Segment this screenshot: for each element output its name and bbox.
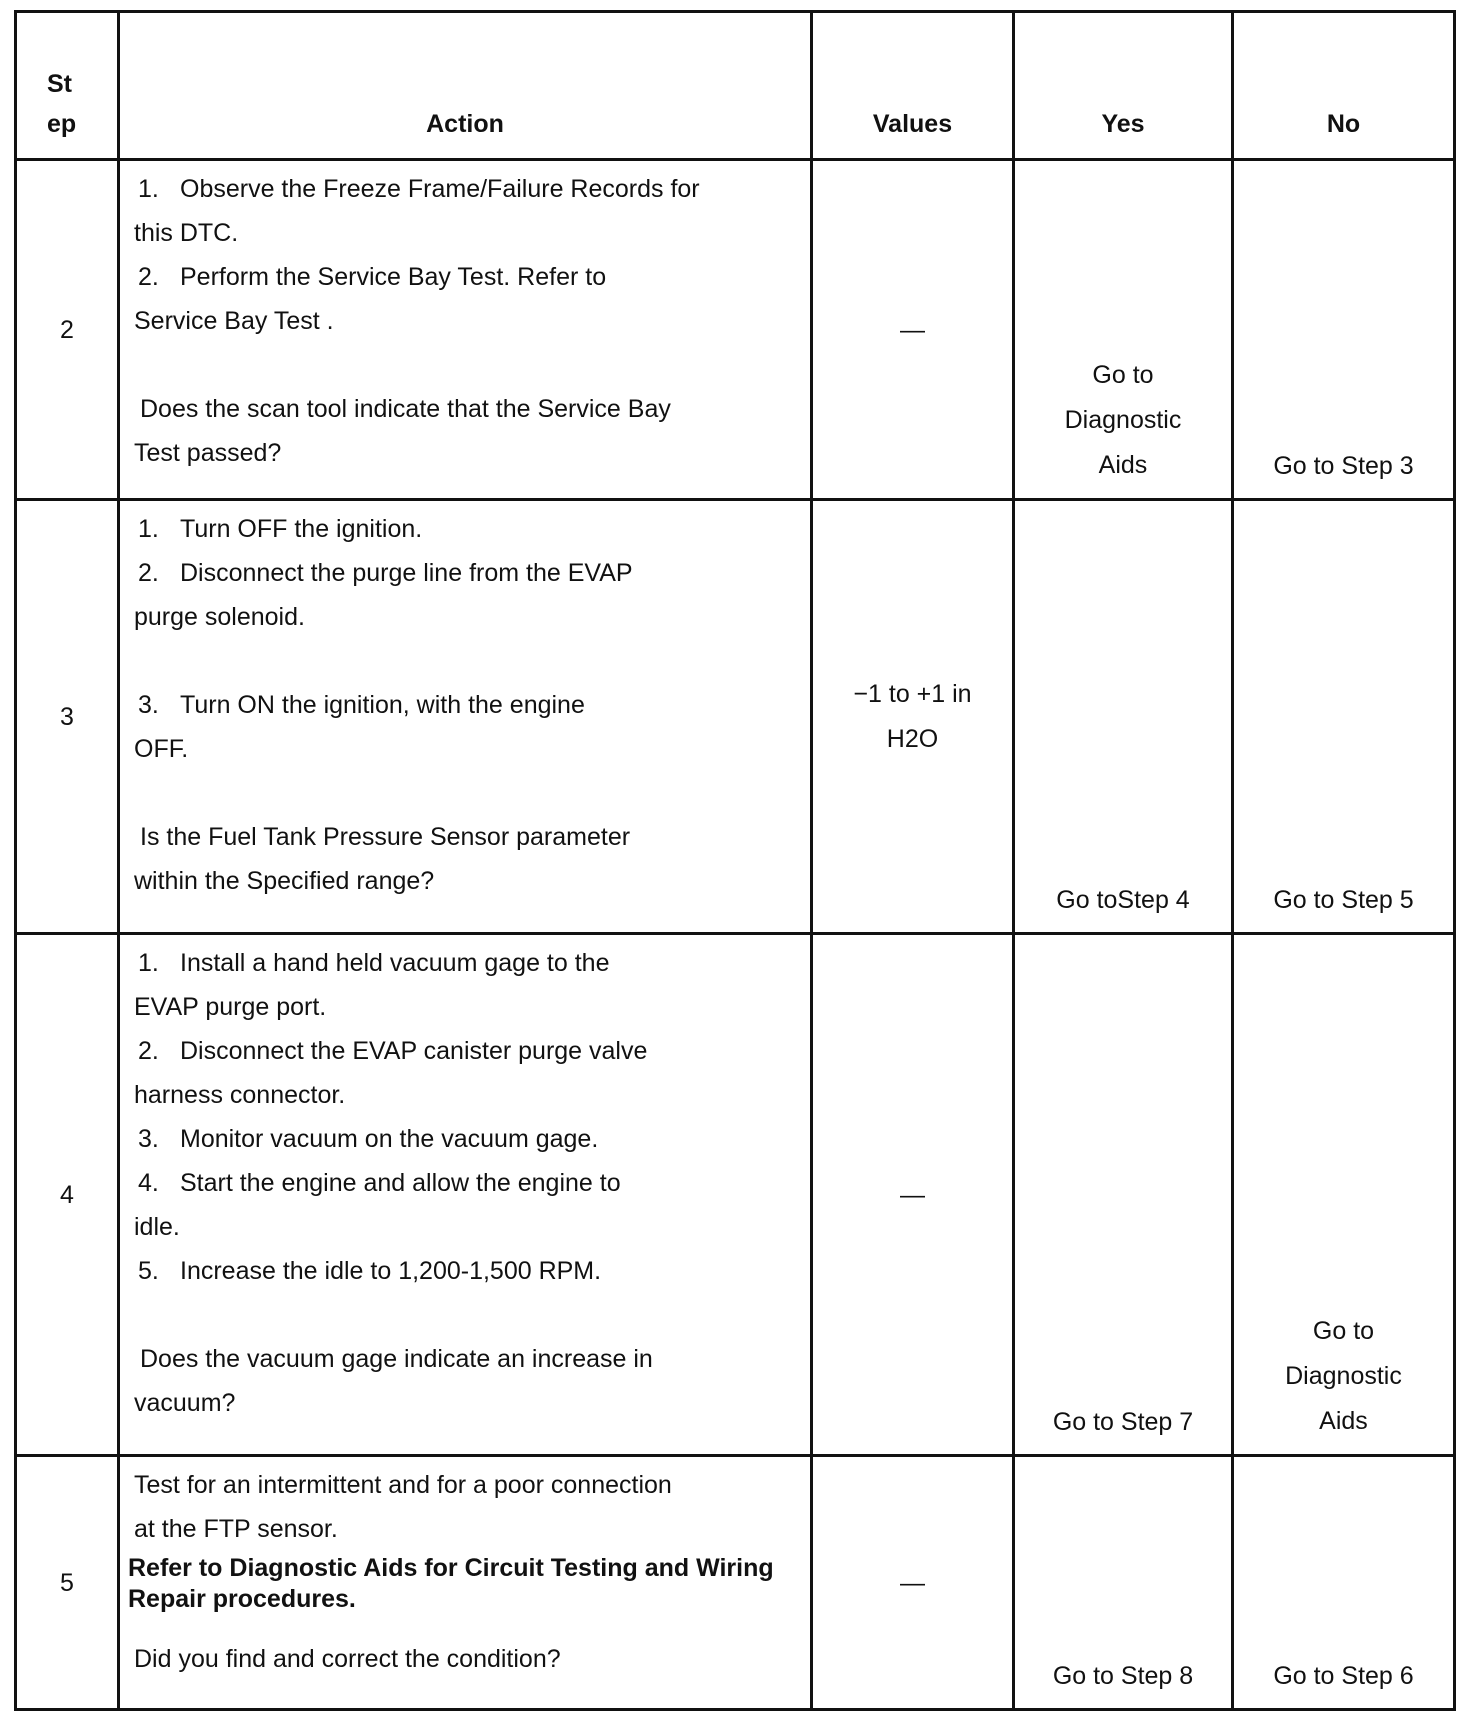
header-row <box>16 12 1455 160</box>
yes-cell: Go to Step 8 <box>1014 1456 1233 1710</box>
header-no: No <box>1233 12 1455 160</box>
header-yes: Yes <box>1014 12 1233 160</box>
yes-cell: Go to Step 7 <box>1014 934 1233 1456</box>
no-cell: Go to Step 5 <box>1233 500 1455 934</box>
value-cell: — <box>812 160 1014 500</box>
value-cell: −1 to +1 in H2O <box>812 500 1014 934</box>
step-number: 5 <box>16 1456 119 1710</box>
table-row <box>16 160 1455 500</box>
no-cell: Go to Step 6 <box>1233 1456 1455 1710</box>
step-number: 3 <box>16 500 119 934</box>
action-cell: 1. Install a hand held vacuum gage to the EVAP purge port. 2. Disconnect the EVAP canister purge valve harness connector. 3. Monitor vacuum on the vacuum gage. 4. Start the engine and allow the engine to idle. 5. Increase the idle to 1,200-1,500 RPM. Does the vacuum gage indicate an increase in vacuum? <box>119 934 812 1456</box>
value-cell: — <box>812 1456 1014 1710</box>
no-cell: Go to Diagnostic Aids <box>1233 934 1455 1456</box>
table-row <box>16 500 1455 934</box>
no-cell: Go to Step 3 <box>1233 160 1455 500</box>
action-cell: Test for an intermittent and for a poor connection at the FTP sensor. Refer to Diagnostic Aids for Circuit Testing and Wiring Repair procedures. Did you find and correct the condition? <box>119 1456 812 1710</box>
header-action: Action <box>119 12 812 160</box>
table-row <box>16 934 1455 1456</box>
value-cell: — <box>812 934 1014 1456</box>
diagnostic-aids-note: Refer to Diagnostic Aids for Circuit Testing and Wiring Repair procedures. <box>128 1554 774 1613</box>
header-values: Values <box>812 12 1014 160</box>
diagnostic-table <box>14 10 1456 1711</box>
yes-cell: Go toStep 4 <box>1014 500 1233 934</box>
step-number: 2 <box>16 160 119 500</box>
step-number: 4 <box>16 934 119 1456</box>
action-cell: 1. Turn OFF the ignition. 2. Disconnect the purge line from the EVAP purge solenoid. 3. Turn ON the ignition, with the engine OFF. Is the Fuel Tank Pressure Sensor parameter within the Specified range? <box>119 500 812 934</box>
table-row <box>16 1456 1455 1710</box>
header-step: St ep <box>16 12 119 160</box>
action-cell: 1. Observe the Freeze Frame/Failure Records for this DTC. 2. Perform the Service Bay Test. Refer to Service Bay Test . Does the scan tool indicate that the Service Bay Test passed? <box>119 160 812 500</box>
yes-cell: Go to Diagnostic Aids <box>1014 160 1233 500</box>
